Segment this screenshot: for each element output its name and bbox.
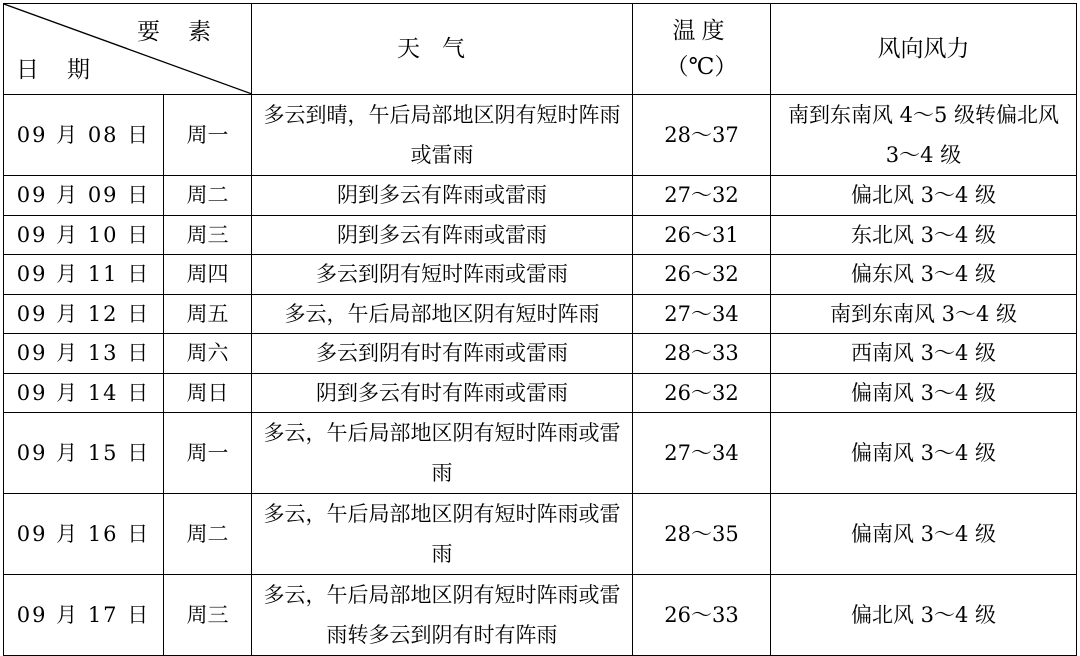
table-row [4,255,1077,295]
temperature-cell: 27～34 [633,413,771,494]
weather-cell: 多云，午后局部地区阴有短时阵雨或雷雨 [252,494,633,575]
date-cell: 09 月 09 日 [4,176,164,216]
weather-cell: 阴到多云有时有阵雨或雷雨 [252,373,633,413]
table-row [4,373,1077,413]
weekday-cell: 周二 [164,494,252,575]
date-cell: 09 月 17 日 [4,575,164,656]
wind-cell: 偏南风 3～4 级 [771,494,1077,575]
forecast-table [3,3,1077,656]
weather-cell: 多云到晴，午后局部地区阴有短时阵雨或雷雨 [252,95,633,176]
temperature-cell: 26～32 [633,373,771,413]
date-cell: 09 月 16 日 [4,494,164,575]
weekday-cell: 周一 [164,413,252,494]
header-row [4,4,1077,95]
temperature-cell: 28～35 [633,494,771,575]
corner-header-cell [4,4,252,95]
date-cell: 09 月 14 日 [4,373,164,413]
header-weather: 天气 [252,4,633,95]
table-row [4,494,1077,575]
header-temperature [633,4,771,95]
table-row [4,413,1077,494]
table-row [4,575,1077,656]
weekday-cell: 周三 [164,215,252,255]
date-cell: 09 月 15 日 [4,413,164,494]
header-temperature-label: 温度 [672,18,731,44]
wind-cell: 偏南风 3～4 级 [771,373,1077,413]
weekday-cell: 周三 [164,575,252,656]
table-row [4,334,1077,374]
wind-cell: 南到东南风 3～4 级 [771,294,1077,334]
wind-cell: 偏东风 3～4 级 [771,255,1077,295]
weekday-cell: 周一 [164,95,252,176]
temperature-cell: 26～31 [633,215,771,255]
date-cell: 09 月 10 日 [4,215,164,255]
weekday-cell: 周四 [164,255,252,295]
header-wind: 风向风力 [771,4,1077,95]
weekday-cell: 周二 [164,176,252,216]
header-temperature-unit: （℃） [665,54,738,80]
temperature-cell: 27～34 [633,294,771,334]
weather-cell: 阴到多云有阵雨或雷雨 [252,176,633,216]
wind-cell: 东北风 3～4 级 [771,215,1077,255]
date-cell: 09 月 11 日 [4,255,164,295]
temperature-cell: 28～37 [633,95,771,176]
weekday-cell: 周日 [164,373,252,413]
weather-cell: 多云，午后局部地区阴有短时阵雨 [252,294,633,334]
table-row [4,294,1077,334]
weather-cell: 多云，午后局部地区阴有短时阵雨或雷雨转多云到阴有时有阵雨 [252,575,633,656]
weather-cell: 多云到阴有时有阵雨或雷雨 [252,334,633,374]
wind-cell: 偏北风 3～4 级 [771,575,1077,656]
temperature-cell: 28～33 [633,334,771,374]
temperature-cell: 27～32 [633,176,771,216]
corner-label-elements: 要素 [137,19,239,45]
weekday-cell: 周六 [164,334,252,374]
wind-cell: 西南风 3～4 级 [771,334,1077,374]
weather-cell: 阴到多云有阵雨或雷雨 [252,215,633,255]
table-row [4,95,1077,176]
wind-cell: 偏南风 3～4 级 [771,413,1077,494]
table-row [4,215,1077,255]
temperature-cell: 26～33 [633,575,771,656]
date-cell: 09 月 08 日 [4,95,164,176]
temperature-cell: 26～32 [633,255,771,295]
corner-label-date: 日期 [16,57,118,83]
weekday-cell: 周五 [164,294,252,334]
date-cell: 09 月 12 日 [4,294,164,334]
weather-cell: 多云到阴有短时阵雨或雷雨 [252,255,633,295]
wind-cell: 偏北风 3～4 级 [771,176,1077,216]
date-cell: 09 月 13 日 [4,334,164,374]
weather-cell: 多云，午后局部地区阴有短时阵雨或雷雨 [252,413,633,494]
wind-cell: 南到东南风 4～5 级转偏北风 3～4 级 [771,95,1077,176]
table-row [4,176,1077,216]
